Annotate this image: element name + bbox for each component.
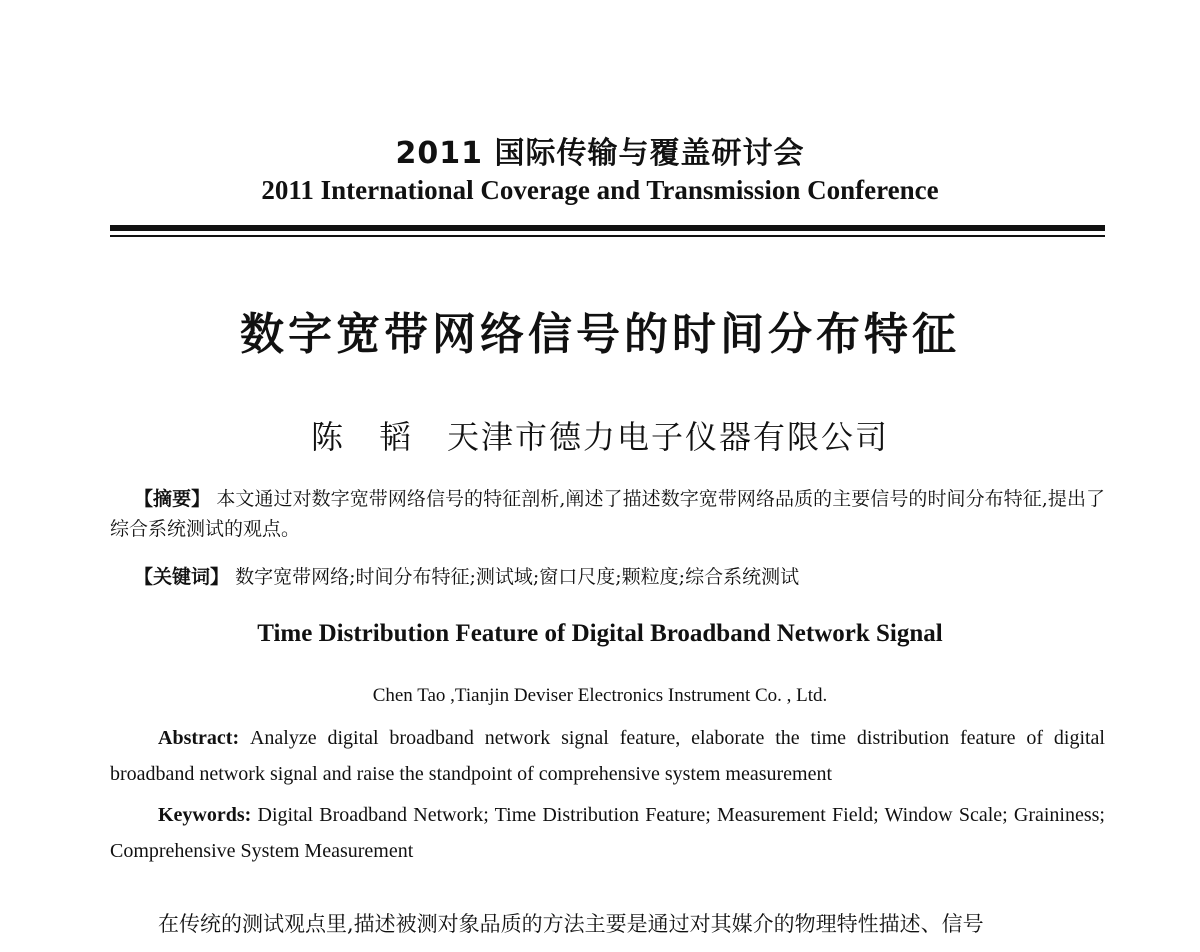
abstract-cn — [110, 484, 1105, 544]
header-rule-thick — [110, 225, 1105, 231]
keywords-cn-text: 数字宽带网络;时间分布特征;测试域;窗口尺度;颗粒度;综合系统测试 — [235, 566, 800, 588]
paper-title-cn: 数字宽带网络信号的时间分布特征 — [240, 309, 960, 360]
keywords-cn — [110, 562, 1105, 592]
author-line-en: Chen Tao ,Tianjin Deviser Electronics Instrument Co. , Ltd. — [372, 685, 828, 706]
keywords-en: Keywords: Digital Broadband Network; Time Distribution Feature; Measurement Field; Window Scale; Graininess; Comprehensive System Measurement — [110, 804, 1105, 862]
abstract-cn-label: 【摘要】 — [134, 488, 211, 510]
header-rule-thin — [110, 235, 1105, 237]
conference-title-en: 2011 International Coverage and Transmission Conference — [261, 175, 939, 205]
paper-title-en: Time Distribution Feature of Digital Broadband Network Signal — [257, 620, 943, 647]
abstract-cn-text: 本文通过对数字宽带网络信号的特征剖析,阐述了描述数字宽带网络品质的主要信号的时间分布特征,提出了综合系统测试的观点。 — [110, 488, 1105, 540]
keywords-cn-label: 【关键词】 — [134, 566, 230, 588]
abstract-en-text: Analyze digital broadband network signal feature, elaborate the time distribution feature of digital broadband network signal and raise the standpoint of comprehensive system measurement — [110, 727, 1105, 785]
keywords-en-label: Keywords — [158, 804, 245, 826]
keywords-en-text: Digital Broadband Network; Time Distribution Feature; Measurement Field; Window Scale; Graininess; Comprehensive System Measurement — [110, 804, 1105, 862]
body-paragraph: 在传统的测试观点里,描述被测对象品质的方法主要是通过对其媒介的物理特性描述、信号 — [158, 912, 984, 936]
conference-title-cn: 2011 国际传输与覆盖研讨会 — [395, 136, 805, 171]
author-line-cn: 陈 韬 天津市德力电子仪器有限公司 — [310, 418, 889, 456]
abstract-en-label: Abstract — [158, 727, 233, 749]
abstract-en: Abstract: Analyze digital broadband network signal feature, elaborate the time distribution feature of digital broadband network signal and raise the standpoint of comprehensive system measurement — [110, 727, 1105, 785]
